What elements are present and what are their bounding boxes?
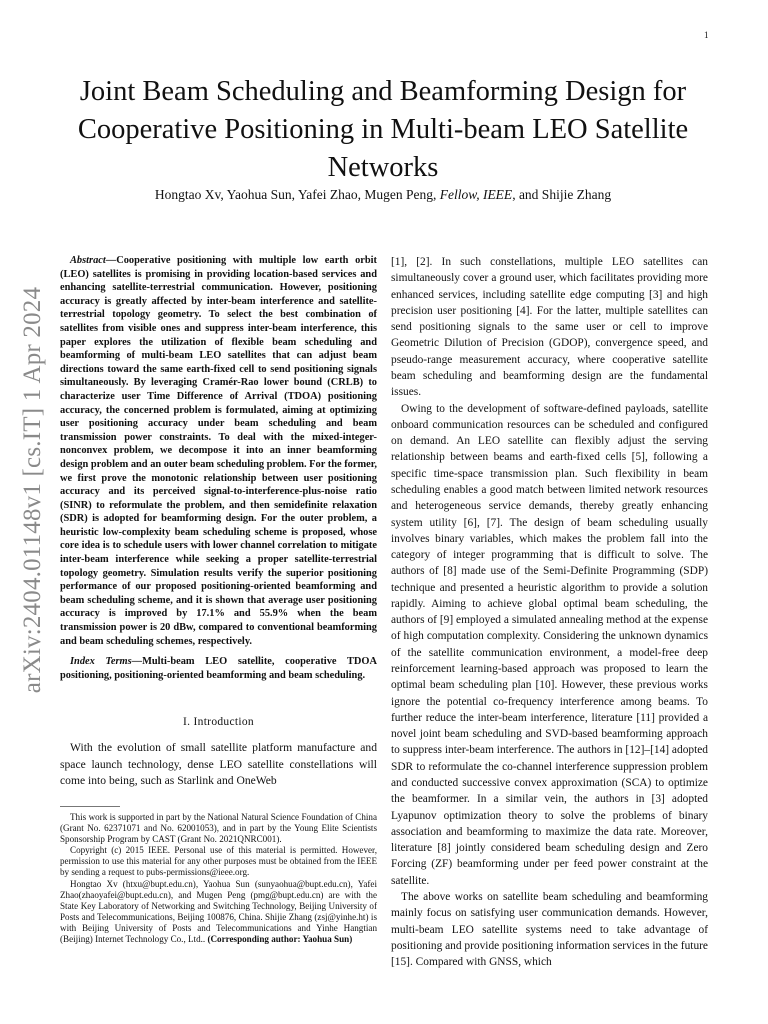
author-fellow: Fellow, IEEE: [439, 187, 513, 202]
index-terms: [60, 655, 377, 682]
footnote-affiliations-text: Hongtao Xv (htxu@bupt.edu.cn), Yaohua Sun (sunyaohua@bupt.edu.cn), Yafei Zhao(zhaoyafei@bupt.edu.cn), and Mugen Peng (pmg@bupt.edu.cn) are with the State Key Laboratory of Networking and Switching Technology, Beijing University of Posts and Telecommunications, Beijing 100876, China. Shijie Zhang (zsj@yinhe.ht) is with Beijing University of Posts and Telecommunications and Yinhe Hangtian (Beijing) Internet Technology Co., Ltd..: [60, 878, 377, 945]
body-paragraph: [1], [2]. In such constellations, multiple LEO satellites can simultaneously cover a ground user, which facilitates providing more enhanced services, including satellite edge computing [3] and high precision user positioning [4]. For the latter, multiple satellites can send positioning signals to the same user or cell to improve Geometric Dilution of Precision (GDOP), convergence speed, and pseudo-range measurement accuracy, where cooperative satellite beam scheduling and beamforming design are the fundamental issues.: [391, 256, 708, 399]
footnotes: [60, 812, 377, 945]
arxiv-stamp: [8, 286, 58, 694]
section-heading: I. Introduction: [183, 716, 254, 729]
index-terms-label: Index Terms: [70, 656, 132, 668]
author-line: [60, 187, 706, 203]
intro-paragraph: With the evolution of small satellite platform manufacture and space launch technology, dense LEO satellite constellations will come into being, such as Starlink and OneWeb: [60, 741, 377, 787]
author-tail: , and Shijie Zhang: [512, 187, 612, 202]
abstract: [60, 254, 377, 648]
page-number: 1: [704, 30, 709, 40]
left-column: [60, 254, 377, 789]
arxiv-stamp-text: arXiv:2404.01148v1 [cs.IT] 1 Apr 2024: [19, 286, 46, 694]
abstract-text: —Cooperative positioning with multiple low earth orbit (LEO) satellites is promising in providing location-based services and enhancing satellite-terrestrial communication. However, positioning accuracy is greatly affected by inter-beam interference and satellite-terrestrial topology geometry. To select the best combination of satellites from visible ones and suppress inter-beam interference, this paper explores the utilization of flexible beam scheduling and beamforming of multi-beam LEO satellites that can adjust beam directions toward the same earth-fixed cell to send positioning signals simultaneously. By leveraging Cramér-Rao lower bound (CRLB) to characterize user Time Difference of Arrival (TDOA) positioning accuracy, the concerned problem is formulated, aiming at optimizing user positioning accuracy under beam scheduling and beam transmission power constraints. To deal with the mixed-integer-nonconvex problem, we decompose it into an inner beamforming design problem and an outer beam scheduling problem. For the former, we first prove the monotonic relationship between user positioning accuracy and its perceived signal-to-interference-plus-noise ratio (SINR) to reformulate the problem, and then semidefinite relaxation (SDR) is adopted for beamforming design. For the outer problem, a heuristic low-complexity beam scheduling scheme is proposed, whose core idea is to schedule users with lower channel correlation to mitigate inter-beam interference while seeking a proper satellite-terrestrial topology geometry. Simulation results verify the superior positioning performance of our proposed positioning-oriented beamforming and beam scheduling scheme, and it is shown that average user positioning accuracy is improved by 17.1% and 55.9% when the beam transmission power is 20 dBw, compared to conventional beamforming and beam scheduling schemes, respectively.: [60, 255, 377, 647]
right-column: [391, 254, 708, 970]
abstract-label: Abstract: [70, 255, 106, 266]
author-names: Hongtao Xv, Yaohua Sun, Yafei Zhao, Mugen Peng,: [154, 187, 437, 202]
footnote-funding: This work is supported in part by the National Natural Science Foundation of China (Grant No. 62371071 and No. 62001053), and in part by the Young Elite Scientists Sponsorship Program by CAST (Grant No. 2021QNRC001).: [60, 812, 377, 845]
body-paragraph: The above works on satellite beam scheduling and beamforming mainly focus on satisfying user communication demands. However, multi-beam LEO satellite systems need to take advantage of positioning and provide positioning information services in the future [15]. Compared with GNSS, which: [391, 890, 708, 969]
footnote-copyright: Copyright (c) 2015 IEEE. Personal use of this material is permitted. However, permission to use this material for any other purposes must be obtained from the IEEE by sending a request to pubs-permissions@ieee.org.: [60, 845, 377, 878]
footnote-affiliations: [60, 879, 377, 946]
footnote-rule: [60, 806, 120, 807]
corresponding-author: (Corresponding author: Yaohua Sun): [207, 934, 353, 945]
index-terms-text: —Multi-beam LEO satellite, cooperative TDOA positioning, positioning-oriented beamforming and beam scheduling.: [60, 656, 377, 681]
body-paragraph: Owing to the development of software-defined payloads, satellite onboard communication resources can be scheduled and configured on demand. An LEO satellite can flexibly adjust the serving relationship between beams and earth-fixed cells [5], following a specific time-space transmission plan. Such flexibility in beam scheduling enables a good match between limited network resources and heterogeneous service demands, thereby greatly enhancing system utility [6], [7]. The design of beam scheduling usually involves binary variables, which makes the problem fall into the category of integer programming that is difficult to solve. The authors of [8] made use of the Semi-Definite Programming (SDP) technique and presented a heuristic algorithm to provide a solution rapidly. Aiming to achieve global optimal beam scheduling, the authors of [9] employed a simulated annealing method at the expense of high computation complexity. Considering the unknown dynamics of the satellite communication environment, a model-free deep reinforcement learning-based approach was proposed to learn the optimal beam scheduling plan [10]. However, these previous works ignore the potential co-frequency interference among beams. To further reduce the inter-beam interference, literature [11] provided a novel joint beam scheduling and SVD-based beamforming approach to suppress inter-beam interference. The authors in [12]–[14] adopted SDR to reformulate the co-channel interference suppression problem and conducted successive convex approximation (SCA) to optimize the beamformer. In a similar vein, the authors in [3] adopted Lyapunov optimization theory to solve the problems of binary association and beamforming to maximize the data rate. Moreover, literature [8] jointly considered beam scheduling design and Zero Forcing (ZF) beamforming under per feed power constraint at the satellite.: [391, 402, 708, 887]
paper-title: Joint Beam Scheduling and Beamforming Design for Cooperative Positioning in Multi-beam LEO Satellite Networks: [77, 76, 689, 183]
